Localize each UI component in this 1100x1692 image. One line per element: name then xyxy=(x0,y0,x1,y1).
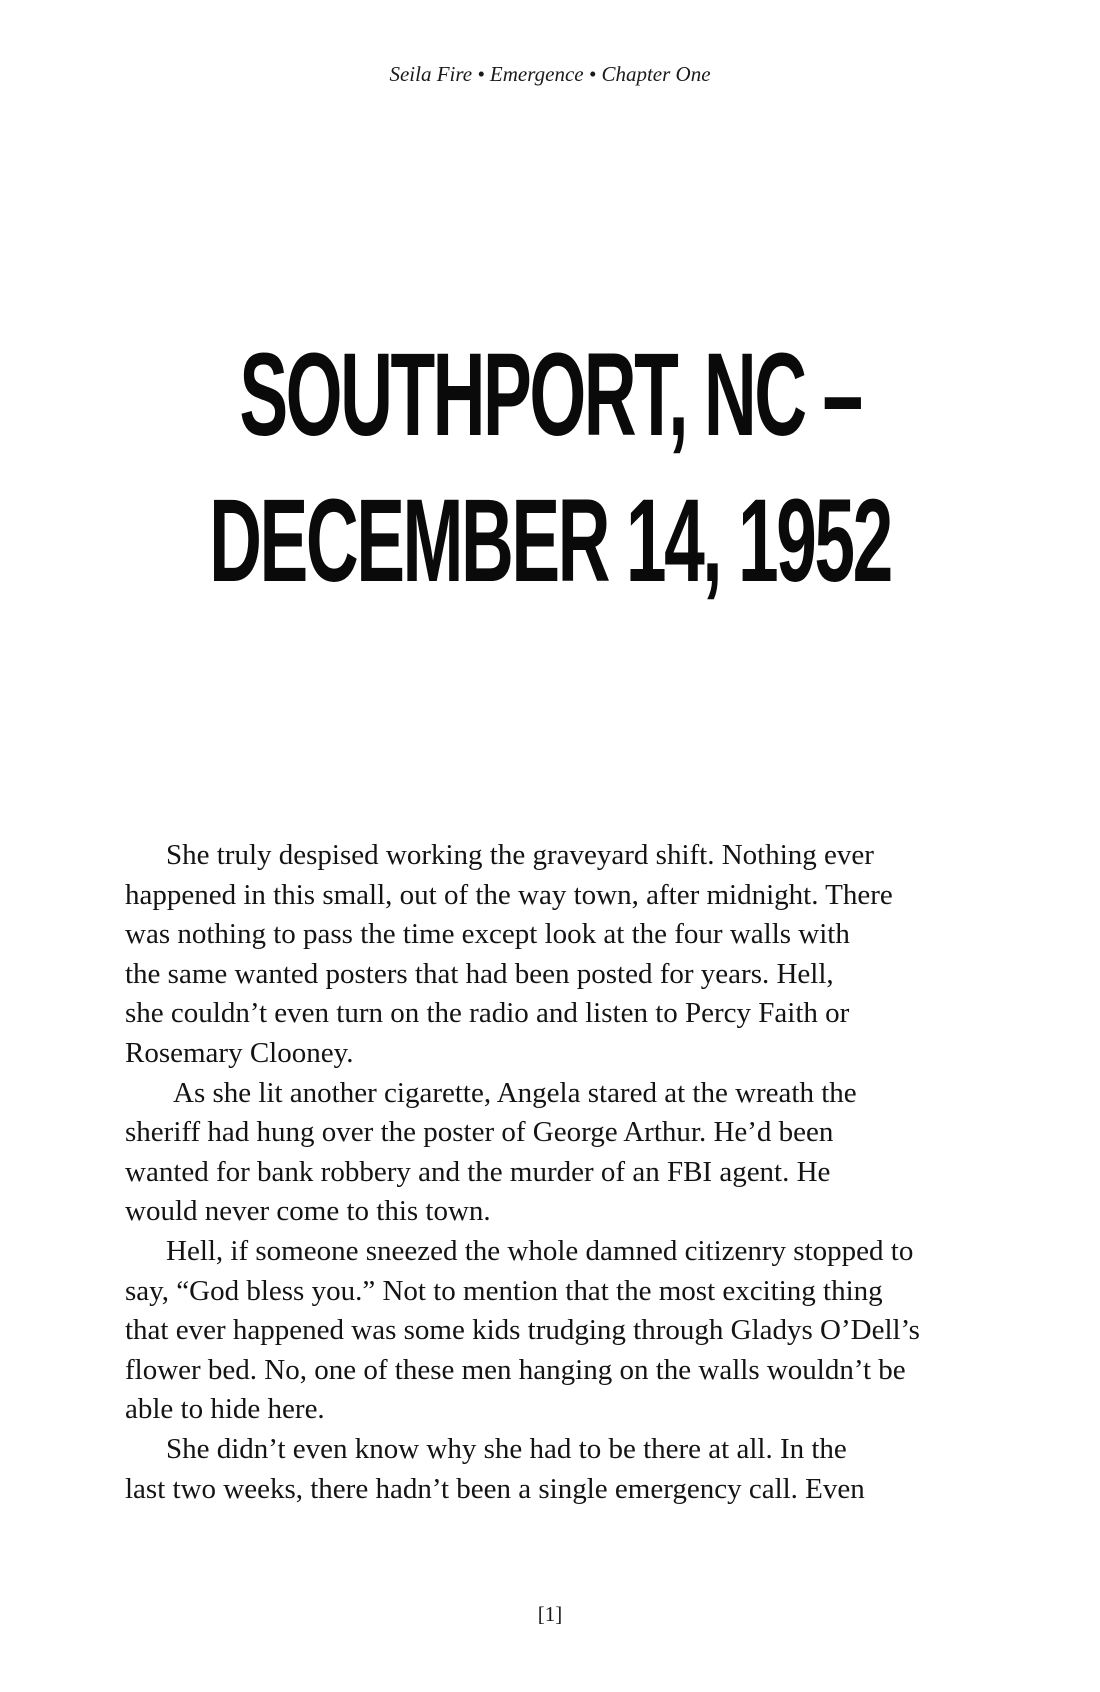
paragraph-1-line-2: happened in this small, out of the way town, after midnight. There xyxy=(125,878,893,911)
chapter-title-date: DECEMBER 14, 1952 xyxy=(209,475,891,607)
paragraph-1-line-4: the same wanted posters that had been posted for years. Hell, xyxy=(125,957,834,990)
page-number: [1] xyxy=(537,1602,563,1626)
chapter-title-location: SOUTHPORT, NC – xyxy=(239,329,861,461)
paragraph-1-line-1: She truly despised working the graveyard shift. Nothing ever xyxy=(166,839,874,871)
paragraph-4-line-2: last two weeks, there hadn’t been a single emergency call. Even xyxy=(125,1472,865,1505)
running-header: Seila Fire • Emergence • Chapter One xyxy=(389,62,711,86)
paragraph-2-line-2: sheriff had hung over the poster of George Arthur. He’d been xyxy=(125,1116,834,1149)
paragraph-3-line-2: say, “God bless you.” Not to mention that the most exciting thing xyxy=(125,1274,883,1307)
paragraph-1-line-5: she couldn’t even turn on the radio and listen to Percy Faith or xyxy=(125,997,850,1030)
paragraph-3-line-3: that ever happened was some kids trudging through Gladys O’Dell’s xyxy=(125,1314,920,1347)
chapter-title xyxy=(0,322,1100,614)
paragraph-4-line-1: She didn’t even know why she had to be there at all. In the xyxy=(166,1432,847,1465)
body-text xyxy=(125,836,985,1509)
paragraph-2-line-1: As she lit another cigarette, Angela stared at the wreath the xyxy=(173,1076,857,1109)
paragraph-3-line-1: Hell, if someone sneezed the whole damned citizenry stopped to xyxy=(166,1234,914,1267)
paragraph-3-line-4: flower bed. No, one of these men hanging on the walls wouldn’t be xyxy=(125,1353,906,1386)
paragraph-1-line-6: Rosemary Clooney. xyxy=(125,1036,354,1069)
paragraph-3-line-5: able to hide here. xyxy=(125,1393,325,1426)
paragraph-2-line-3: wanted for bank robbery and the murder of an FBI agent. He xyxy=(125,1155,831,1188)
paragraph-2-line-4: would never come to this town. xyxy=(125,1195,491,1228)
paragraph-1-line-3: was nothing to pass the time except look at the four walls with xyxy=(125,918,850,951)
